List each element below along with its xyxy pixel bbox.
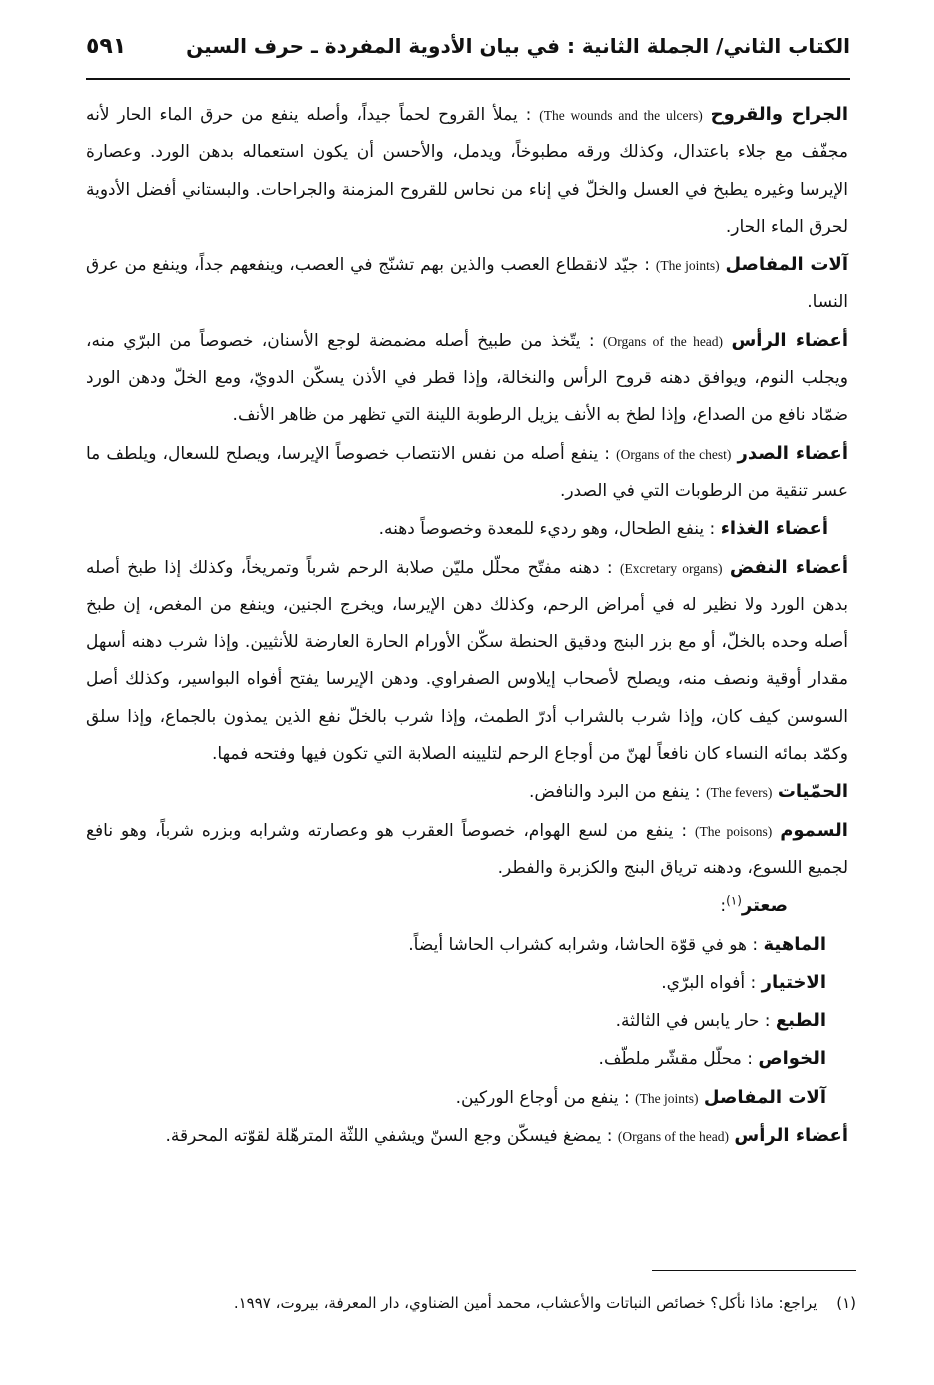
english-gloss: (The wounds and the ulcers) (539, 108, 703, 123)
page-header (86, 28, 850, 80)
entry-item-choice: الاختيار : أفواه البرّي. (661, 971, 826, 993)
english-gloss: (Excretary organs) (619, 560, 723, 576)
paragraph-text: ينفع من البرد والنافض. (529, 782, 690, 803)
english-gloss: (Organs of the head) (603, 333, 724, 349)
entry-item-temperament: الطبع : حار يابس في الثالثة. (615, 1010, 826, 1032)
term-heading: الطبع (775, 1010, 826, 1032)
paragraph-fevers: الحمّيات (The fevers) : ينفع من البرد والنافض. (529, 781, 848, 803)
entry-item-nature: الماهية : هو في قوّة الحاشا، وشرابه كشراب الحاشا أيضاً. (408, 933, 826, 955)
entry-item-joints: آلات المفاصل (The joints) : ينفع من أوجاع الوركين. (455, 1086, 826, 1108)
entry-title-term: صعتر (741, 895, 788, 917)
term-heading: آلات المفاصل (703, 1086, 826, 1108)
paragraph-nutrition: أعضاء الغذاء : ينفع الطحال، وهو رديء للمعدة وخصوصاً دهنه. (378, 518, 828, 540)
paragraph-head: أعضاء الرأس (Organs of the head) : يتّخذ من طبيخ أصله مضمضة لوجع الأسنان، خصوصاً من البرّي منه، ويجلب النوم، ويوافق دهنه قروح الرأس والنخالة، وإذا قطر في الأذن يسكّن الدويّ، ومع الخلّ ودهن الورد ضمّاد نافع من الصداع، وإذا لطخ به الأنف يزيل الرطوبة اللينة التي تظهر من ظاهر الأنف. (86, 329, 848, 426)
paragraph-text: هو في قوّة الحاشا، وشرابه كشراب الحاشا أيضاً. (408, 934, 747, 955)
paragraph-chest: أعضاء الصدر (Organs of the chest) : ينفع أصله من نفس الانتصاب خصوصاً الإيرسا، ويصلح للسعال، ويلطف ما عسر تنقية من الرطوبات التي في الصدر. (86, 442, 848, 501)
english-gloss: (The joints) (635, 1090, 699, 1106)
running-title: الكتاب الثاني/ الجملة الثانية : في بيان الأدوية المفردة ـ حرف السين (186, 34, 850, 58)
paragraph-text: ينفع من أوجاع الوركين. (455, 1087, 619, 1108)
paragraph-text: يتّخذ من طبيخ أصله مضمضة لوجع الأسنان، خصوصاً من البرّي منه، ويجلب النوم، ويوافق دهنه قروح الرأس والنخالة، وإذا قطر في الأذن يسكّن الدويّ، ومع الخلّ ودهن الورد ضمّاد نافع من الصداع، وإذا لطخ به الأنف يزيل الرطوبة اللينة التي تظهر من ظاهر الأنف. (86, 330, 848, 426)
footnote-ref[interactable]: (١) (726, 893, 742, 908)
paragraph-excretory: أعضاء النفض (Excretary organs) : دهنه مفتّح محلّل مليّن صلابة الرحم شرباً وتمريخاً، وكذلك إذا طبخ أصله بدهن الورد ولا نظير له في أمراض الرحم، وكذلك دهن الإيرسا، ويخرج الجنين، وينفع من المغص، إن طبخ أصله وحده بالخلّ، أو مع بزر البنج ودقيق الحنطة سكّن الأورام الحارة العارضة للأنثيين. وإذا شرب دهنه أسهل مقدار أوقية ونصف منه، ويصلح لأصحاب إيلاوس الصفراوي. ودهن الإيرسا يفتح أفواه البواسير، وكذلك أصل السوسن كيف كان، وإذا شرب بالشراب أدرّ الطمث، وإذا شرب بالخلّ نفع الذين يمذون بالجماع، وإذا سلق وكمّد بمائه النساء كان نافعاً لهنّ من أوجاع الرحم لتليينه الصلابة التي تكون فيها وفتحه فمها. (86, 556, 848, 765)
term-heading: الاختيار (761, 971, 826, 993)
entry-item-properties: الخواص : محلّل مقشّر ملطّف. (598, 1048, 826, 1070)
english-gloss: (The poisons) (695, 823, 773, 839)
footnote-text: يراجع: ماذا نأكل؟ خصائص النباتات والأعشاب، محمد أمين الضناوي، دار المعرفة، بيروت، ١٩٩٧. (233, 1294, 818, 1312)
english-gloss: (The fevers) (706, 785, 773, 801)
english-gloss: (Organs of the chest) (616, 446, 732, 462)
footnote-divider (652, 1270, 856, 1271)
term-heading: أعضاء الرأس (734, 1125, 848, 1147)
term-heading: السموم (780, 819, 848, 841)
entry-title-colon: : (720, 896, 727, 917)
paragraph-text: يمضغ فيسكّن وجع السنّ ويشفي اللثّة المترهّلة لقوّته المحرقة. (165, 1126, 602, 1147)
term-heading: الحمّيات (777, 781, 848, 803)
footnote (90, 1290, 856, 1316)
paragraph-text: ينفع أصله من نفس الانتصاب خصوصاً الإيرسا، ويصلح للسعال، ويلطف ما عسر تنقية من الرطوبات التي في الصدر. (86, 443, 848, 501)
term-heading: الخواص (758, 1048, 826, 1070)
term-heading: أعضاء الرأس (731, 329, 848, 351)
page-number: ٥٩١ (86, 34, 127, 59)
paragraph-text: أفواه البرّي. (661, 972, 746, 993)
footnote-number: (١) (836, 1294, 856, 1312)
paragraph-joints: آلات المفاصل (The joints) : جيّد لانقطاع العصب والذين بهم تشنّج في العصب، وينفعهم جداً، وينفع من عرق النسا. (86, 254, 848, 313)
english-gloss: (The joints) (655, 258, 720, 274)
term-heading: أعضاء الغذاء (720, 518, 828, 540)
main-text (86, 96, 848, 1155)
entry-title (86, 887, 848, 925)
paragraph-text: حار يابس في الثالثة. (615, 1011, 760, 1032)
paragraph-text: يملأ القروح لحماً جيداً، وأصله ينفع من حرق الماء الحار لأنه مجفّف مع جلاء باعتدال، وكذلك ورقه مطبوخاً، ويدمل، والأحسن أن يكون استعماله بدهن الورد. وعصارة الإيرسا وغيره يطبخ في العسل والخلّ في إناء من نحاس للقروح المزمنة والجراحات. والبستاني أفضل الأدوية لحرق الماء الحار. (86, 105, 848, 237)
term-heading: أعضاء الصدر (737, 442, 848, 464)
paragraph-text: محلّل مقشّر ملطّف. (598, 1049, 742, 1070)
paragraph-head-2: أعضاء الرأس (Organs of the head) : يمضغ فيسكّن وجع السنّ ويشفي اللثّة المترهّلة لقوّته المحرقة. (165, 1125, 848, 1147)
term-heading: الماهية (763, 933, 826, 955)
paragraph-text: جيّد لانقطاع العصب والذين بهم تشنّج في العصب، وينفعهم جداً، وينفع من عرق النسا. (86, 255, 848, 313)
paragraph-text: دهنه مفتّح محلّل مليّن صلابة الرحم شرباً وتمريخاً، وكذلك إذا طبخ أصله بدهن الورد ولا نظير له في أمراض الرحم، وكذلك دهن الإيرسا، ويخرج الجنين، وينفع من المغص، إن طبخ أصله وحده بالخلّ، أو مع بزر البنج ودقيق الحنطة سكّن الأورام الحارة العارضة للأنثيين. وإذا شرب دهنه أسهل مقدار أوقية ونصف منه، ويصلح لأصحاب إيلاوس الصفراوي. ودهن الإيرسا يفتح أفواه البواسير، وكذلك أصل السوسن كيف كان، وإذا شرب بالشراب أدرّ الطمث، وإذا شرب بالخلّ نفع الذين يمذون بالجماع، وإذا سلق وكمّد بمائه النساء كان نافعاً لهنّ من أوجاع الرحم لتليينه الصلابة التي تكون فيها وفتحه فمها. (86, 557, 848, 765)
paragraph-text: ينفع من لسع الهوام، خصوصاً العقرب هو وعصارته وشرابه وبزره شرباً، وهو نافع لجميع اللسوع، ودهنه ترياق البنج والكزبرة والفطر. (86, 820, 848, 878)
term-heading: آلات المفاصل (725, 254, 848, 276)
paragraph-text: ينفع الطحال، وهو رديء للمعدة وخصوصاً دهنه. (378, 519, 705, 540)
term-heading: الجراح والقروح (710, 104, 848, 125)
paragraph-poisons: السموم (The poisons) : ينفع من لسع الهوام، خصوصاً العقرب هو وعصارته وشرابه وبزره شرباً، وهو نافع لجميع اللسوع، ودهنه ترياق البنج والكزبرة والفطر. (86, 819, 848, 878)
english-gloss: (Organs of the head) (617, 1129, 730, 1145)
term-heading: أعضاء النفض (729, 556, 848, 578)
paragraph-wounds: الجراح والقروح (The wounds and the ulcers) : يملأ القروح لحماً جيداً، وأصله ينفع من حرق الماء الحار لأنه مجفّف مع جلاء باعتدال، وكذلك ورقه مطبوخاً، ويدمل، والأحسن أن يكون استعماله بدهن الورد. وعصارة الإيرسا وغيره يطبخ في العسل والخلّ في إناء من نحاس للقروح المزمنة والجراحات. والبستاني أفضل الأدوية لحرق الماء الحار. (86, 104, 848, 237)
